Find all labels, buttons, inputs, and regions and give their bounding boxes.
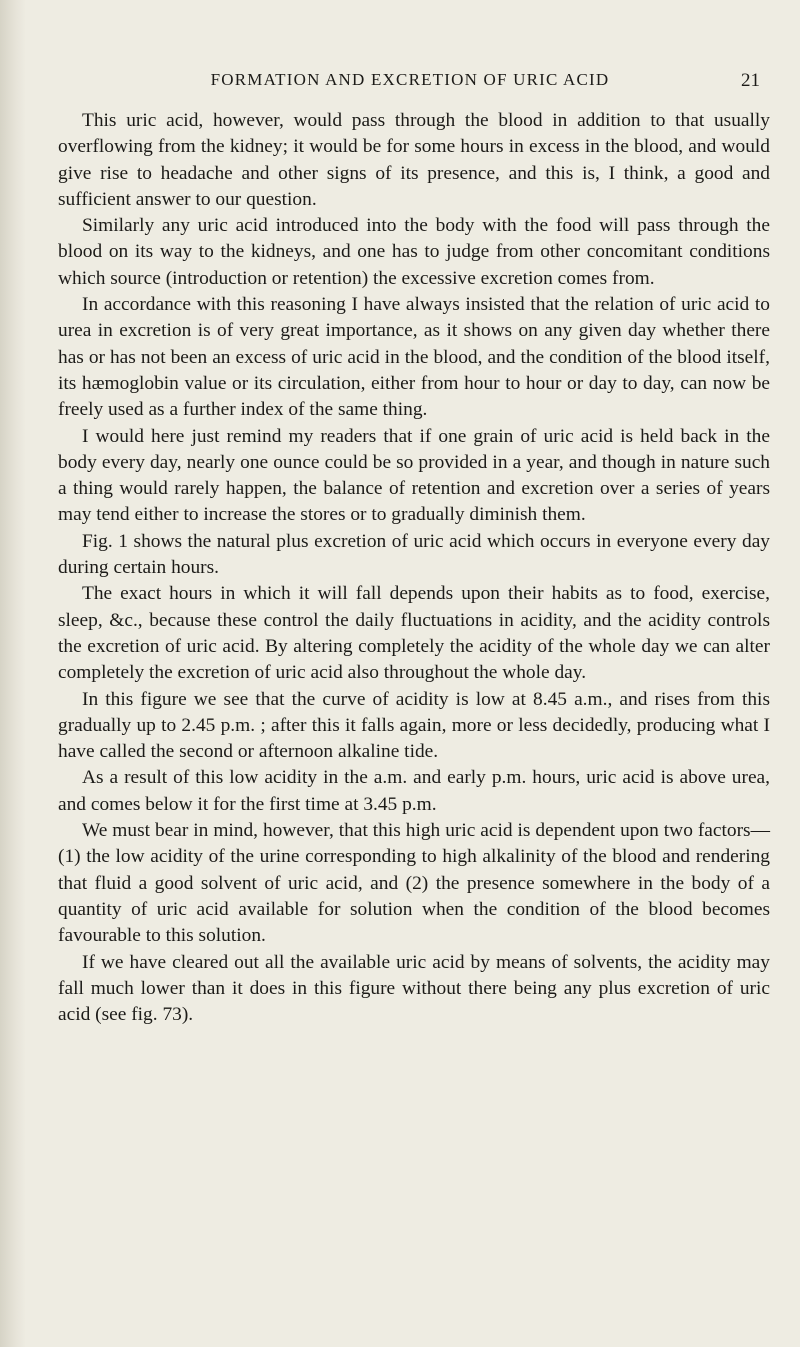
- running-title: FORMATION AND EXCRETION OF URIC ACID: [210, 70, 610, 89]
- paragraph: In accordance with this reasoning I have always insisted that the relation of uric acid to urea in excretion is of very great importance, as it shows on any given day whether there has or has not been an excess of uric acid in the blood, and the condition of the blood itself, its hæmoglobin value or its circulation, either from hour to hour or day to day, can now be freely used as a further index of the same thing.: [58, 294, 770, 421]
- page-header: [60, 70, 760, 94]
- page-binding-edge: [0, 0, 26, 1347]
- paragraph: As a result of this low acidity in the a.m. and early p.m. hours, uric acid is above urea, and comes below it for the first time at 3.45 p.m.: [58, 767, 770, 815]
- paragraph: I would here just remind my readers that if one grain of uric acid is held back in the body every day, nearly one ounce could be so provided in a year, and though in nature such a thing would rarely happen, the balance of retention and excretion over a series of years may tend either to increase the stores or to gradually diminish them.: [58, 425, 770, 526]
- paragraph: We must bear in mind, however, that this high uric acid is dependent upon two factors—(1) the low acidity of the urine corresponding to high alkalinity of the blood and rendering that fluid a good solvent of uric acid, and (2) the presence somewhere in the body of a quantity of uric acid available for solution when the condition of the blood becomes favourable to this solution.: [58, 820, 770, 947]
- paragraph: The exact hours in which it will fall depends upon their habits as to food, exercise, sleep, &c., because these control the daily fluctuations in acidity, and the acidity controls the excretion of uric acid. By altering completely the acidity of the whole day we can alter completely the excretion of uric acid also throughout the whole day.: [58, 583, 770, 684]
- paragraph: Similarly any uric acid introduced into the body with the food will pass through the blood on its way to the kidneys, and one has to judge from other concomitant conditions which source (introduction or retention) the excessive excretion comes from.: [58, 215, 770, 289]
- body-text: [58, 108, 770, 1028]
- page-number: 21: [741, 70, 760, 91]
- paragraph: In this figure we see that the curve of acidity is low at 8.45 a.m., and rises from this gradually up to 2.45 p.m. ; after this it falls again, more or less decidedly, producing what I have called the second or afternoon alkaline tide.: [58, 688, 770, 763]
- paragraph: This uric acid, however, would pass through the blood in addition to that usually overflowing from the kidney; it would be for some hours in excess in the blood, and would give rise to headache and other signs of its presence, and this is, I think, a good and sufficient answer to our question.: [58, 110, 770, 210]
- paragraph: Fig. 1 shows the natural plus excretion of uric acid which occurs in everyone every day during certain hours.: [58, 530, 770, 579]
- paragraph: If we have cleared out all the available uric acid by means of solvents, the acidity may fall much lower than it does in this figure without there being any plus excretion of uric acid (see fig. 73).: [58, 951, 770, 1026]
